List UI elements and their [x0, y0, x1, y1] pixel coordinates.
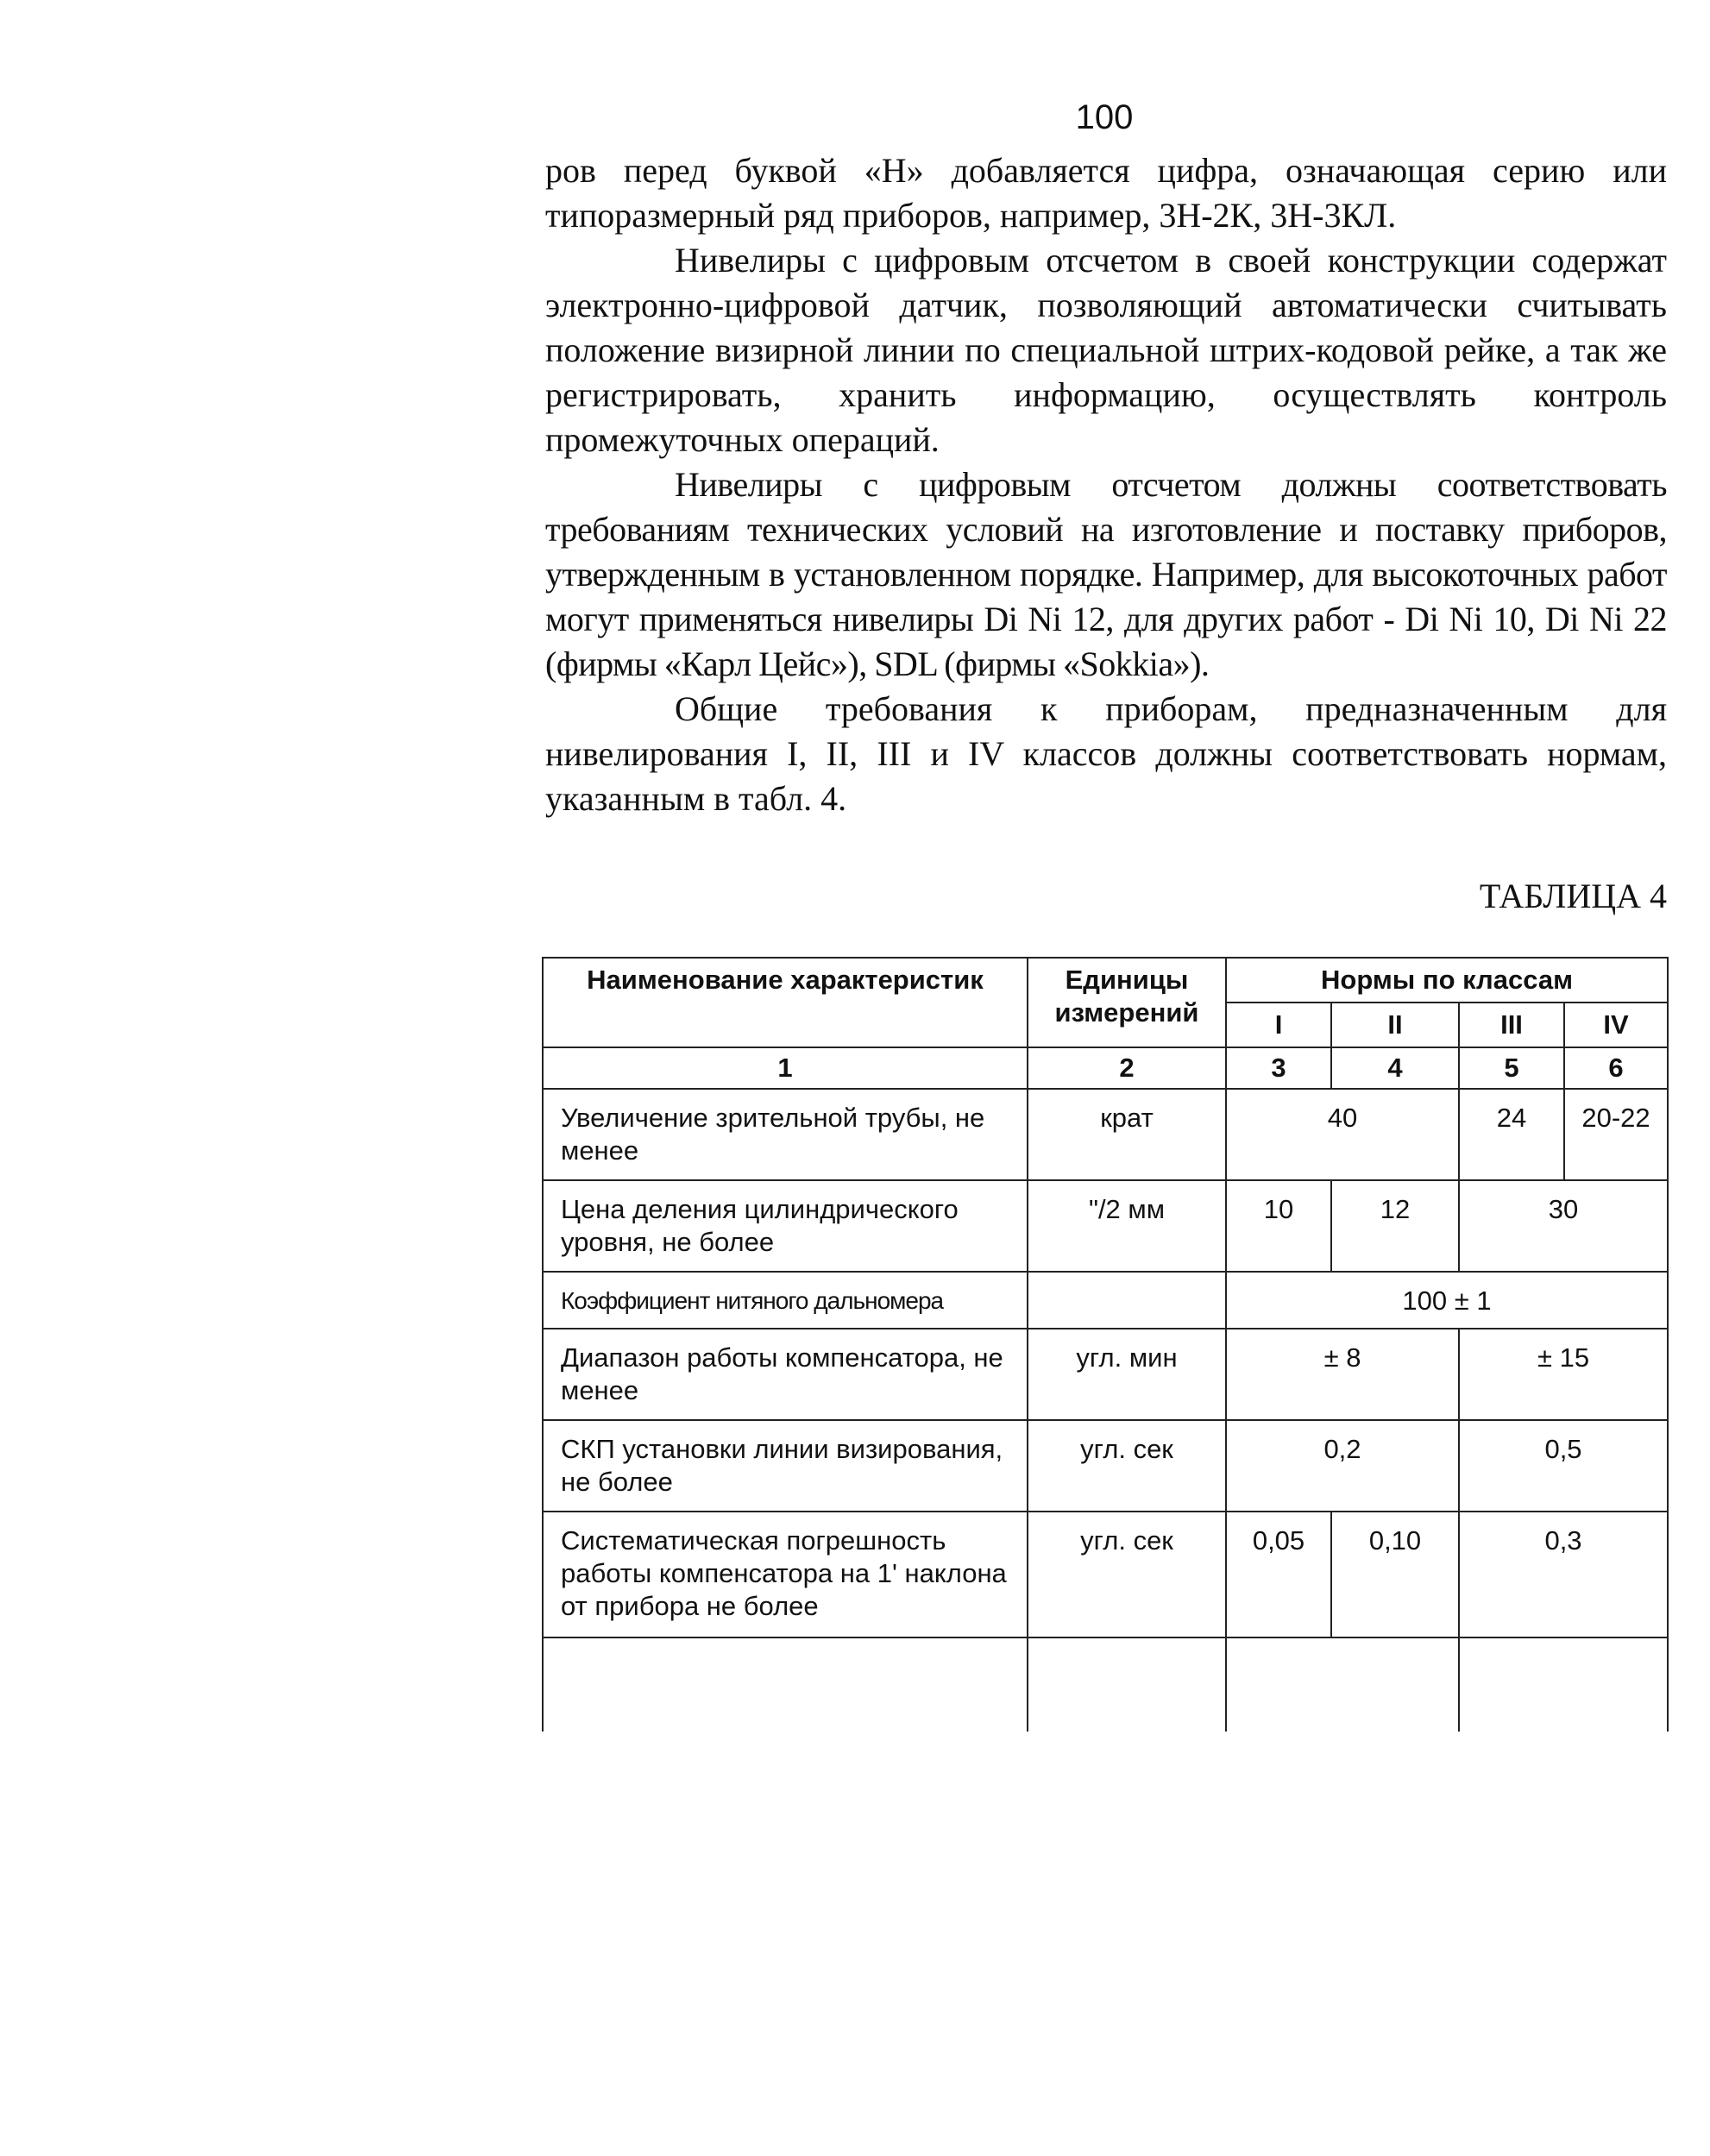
- table-row: [543, 1272, 1668, 1329]
- row-units: угл. сек: [1028, 1512, 1226, 1637]
- table-row-empty: [543, 1637, 1668, 1732]
- row-value: ± 15: [1459, 1329, 1668, 1420]
- row-name: Коэффициент нитяного дальномера: [543, 1272, 1028, 1329]
- column-number: 6: [1564, 1047, 1668, 1089]
- header-class-2: II: [1331, 1003, 1459, 1047]
- column-number: 5: [1459, 1047, 1564, 1089]
- row-name: Цена деления цилиндрического уровня, не более: [543, 1180, 1028, 1272]
- row-value: 12: [1331, 1180, 1459, 1272]
- row-value: 30: [1459, 1180, 1668, 1272]
- row-name: Увеличение зрительной трубы, не менее: [543, 1089, 1028, 1180]
- paragraph-3: Нивелиры с цифровым отсчетом должны соответствовать требованиям технических условий на изготовление и поставку приборов, утвержденным в установленном порядке. Например, для высокоточных работ могут применяться нивелиры Di Ni 12, для других работ - Di Ni 10, Di Ni 22 (фирмы «Карл Цейс»), SDL (фирмы «Sokkia»).: [545, 465, 1667, 683]
- row-name: Диапазон работы компенсатора, не менее: [543, 1329, 1028, 1420]
- paragraph-4: Общие требования к приборам, предназначенным для нивелирования I, II, III и IV классов должны соответствовать нормам, указанным в табл. 4.: [545, 689, 1667, 818]
- column-number: 1: [543, 1047, 1028, 1089]
- table-row: [543, 1420, 1668, 1512]
- row-units: "/2 мм: [1028, 1180, 1226, 1272]
- row-value: 40: [1226, 1089, 1459, 1180]
- header-class-3: III: [1459, 1003, 1564, 1047]
- row-value: 0,05: [1226, 1512, 1331, 1637]
- norms-table: [542, 957, 1669, 1732]
- paragraph-2: Нивелиры с цифровым отсчетом в своей конструкции содержат электронно-цифровой датчик, позволяющий автоматически считывать положение визирной линии по специальной штрих-кодовой рейке, а так же регистрировать, хранить информацию, осуществлять контроль промежуточных операций.: [545, 241, 1667, 459]
- empty-cell: [1028, 1637, 1226, 1732]
- table-row: [543, 1329, 1668, 1420]
- header-class-4: IV: [1564, 1003, 1668, 1047]
- empty-cell: [1226, 1637, 1459, 1732]
- row-units: крат: [1028, 1089, 1226, 1180]
- row-value: 24: [1459, 1089, 1564, 1180]
- empty-cell: [543, 1637, 1028, 1732]
- table-row: [543, 1180, 1668, 1272]
- row-value: 10: [1226, 1180, 1331, 1272]
- row-value: 0,5: [1459, 1420, 1668, 1512]
- header-class-1: I: [1226, 1003, 1331, 1047]
- column-number: 4: [1331, 1047, 1459, 1089]
- row-units: угл. сек: [1028, 1420, 1226, 1512]
- column-number: 3: [1226, 1047, 1331, 1089]
- row-value: ± 8: [1226, 1329, 1459, 1420]
- header-units: Единицы измерений: [1028, 958, 1226, 1047]
- row-value: 20-22: [1564, 1089, 1668, 1180]
- row-name: СКП установки линии визирования, не более: [543, 1420, 1028, 1512]
- table-row: [543, 1512, 1668, 1637]
- header-name: Наименование характеристик: [543, 958, 1028, 1047]
- table-caption: ТАБЛИЦА 4: [1479, 877, 1667, 915]
- row-value: 0,10: [1331, 1512, 1459, 1637]
- row-value: 0,3: [1459, 1512, 1668, 1637]
- paragraph-1: ров перед буквой «Н» добавляется цифра, означающая серию или типоразмерный ряд приборов, например, 3Н-2К, 3Н-3КЛ.: [545, 151, 1667, 235]
- page-number: 100: [1075, 98, 1134, 136]
- column-number-row: [543, 1047, 1668, 1089]
- row-units: [1028, 1272, 1226, 1329]
- row-name: Систематическая погрешность работы компенсатора на 1' наклона от прибора не более: [543, 1512, 1028, 1637]
- row-units: угл. мин: [1028, 1329, 1226, 1420]
- table-header-row: [543, 958, 1668, 1003]
- empty-cell: [1459, 1637, 1668, 1732]
- column-number: 2: [1028, 1047, 1226, 1089]
- row-value: 100 ± 1: [1226, 1272, 1668, 1329]
- table-row: [543, 1089, 1668, 1180]
- header-norms: Нормы по классам: [1226, 958, 1668, 1003]
- row-value: 0,2: [1226, 1420, 1459, 1512]
- body-text: [545, 148, 1667, 821]
